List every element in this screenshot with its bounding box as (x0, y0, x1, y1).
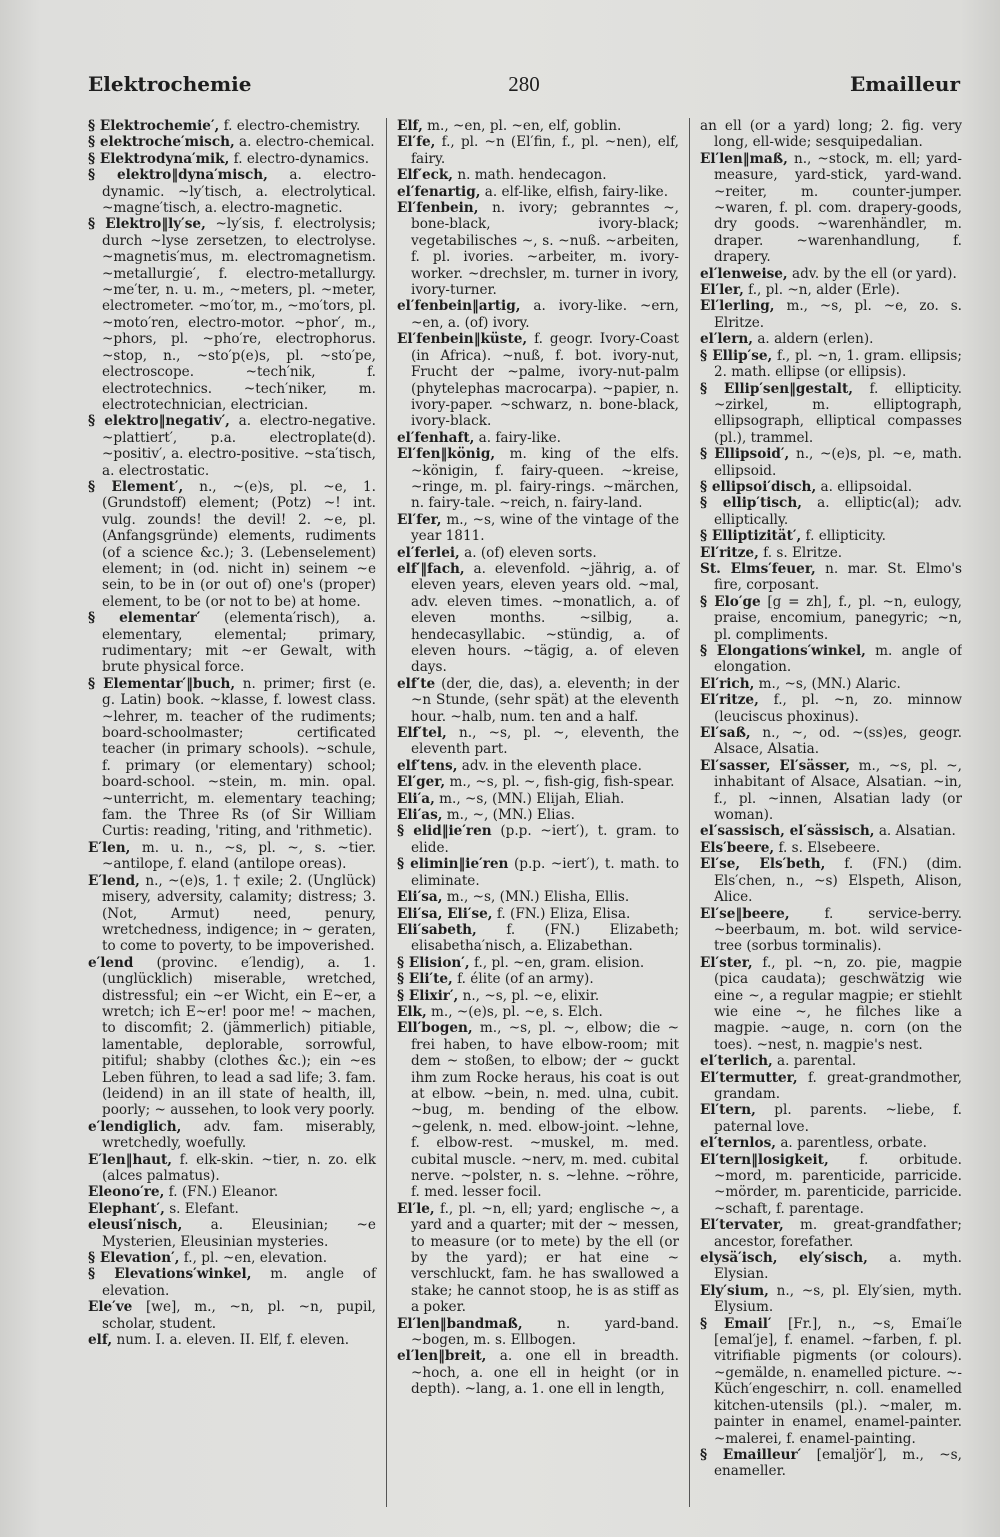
entry-headword: § Elektrodyna′mik, (88, 150, 230, 167)
entry-headword: § Elevation′, (88, 1250, 180, 1267)
entry-definition: [Fr.], n., ~s, Emai′le [emal′je], f. enamel. ~farben, f. pl. vitrifiable pigments (or colours). ~gemälde, n. enamelled picture. ~-Küch′engeschirr, n. coll. enamelled kitchen-utensils (pl.). ~maler, m. painter in enamel, enamel-painter. ~malerei, f. enamel-painting. (714, 1315, 962, 1447)
entry-headword: el′lern, (700, 331, 753, 348)
dictionary-entry (700, 955, 962, 1053)
entry-definition: a. electro-chemical. (239, 134, 375, 151)
dictionary-columns (88, 118, 962, 1507)
entry-headword: el′lenweise, (700, 265, 788, 282)
entry-definition: m., ~s, pl. ~, fish-gig, fish-spear. (449, 774, 675, 791)
entry-definition: m. king of the elfs. ~königin, f. fairy-queen. ~kreise, ~ringe, m. pl. fairy-rings. ~märchen, n. fairy-tale. ~reich, n. fairy-land. (411, 446, 679, 512)
dictionary-entry (700, 1447, 962, 1480)
entry-definition: m., ~, (MN.) Elias. (446, 807, 575, 824)
dictionary-entry (397, 1020, 679, 1200)
dictionary-entry (88, 955, 376, 1119)
dictionary-entry (700, 479, 962, 495)
entry-definition: f., pl. ~en, elevation. (183, 1250, 328, 1267)
entry-definition: f. s. Elritze. (763, 544, 843, 561)
entry-definition: a. one ell in breadth. ~hoch, a. one ell in height (or in depth). ~lang, a. 1. one ell in length, (411, 1348, 679, 1398)
dictionary-entry (397, 561, 679, 676)
entry-headword: El′lerling, (700, 298, 775, 315)
entry-definition: a. elliptic(al); adv. elliptically. (714, 495, 962, 528)
dictionary-entry (700, 495, 962, 528)
dictionary-entry (397, 889, 679, 905)
dictionary-entry (88, 134, 376, 150)
entry-headword: § ellip′tisch, (700, 495, 802, 512)
entry-definition: n., ~s, pl. ~, eleventh, the eleventh part. (411, 725, 679, 758)
entry-definition: (provinc. e′lendig), a. 1. (unglücklich) miserable, wretched, distressful; ein ~er Wicht, ein E~er, a wretch; ich E~er! poor me! ~ machen, to discomfit; 2. (jämmerlich) pitiable, lamentable, deplorable, sorrowful, pitiful; shabby (clothes &c.); ein ~es Leben führen, to lead a sad life; 3. fam. (leidend) in an ill state of health, ill, poorly; ~ aussehen, to look very poorly. (102, 954, 376, 1119)
entry-headword: Eleono′re, (88, 1184, 165, 1201)
dictionary-entry (88, 1217, 376, 1250)
entry-headword: Ele′ve (88, 1299, 133, 1316)
entry-headword: El′ritze, (700, 544, 759, 561)
entry-headword: El′fe, (397, 134, 436, 151)
entry-definition: s. Elefant. (169, 1200, 239, 1217)
entry-definition: [emaljör′], m., ~s, enameller. (714, 1446, 962, 1480)
dictionary-entry (397, 807, 679, 823)
dictionary-entry (397, 331, 679, 429)
entry-headword: eleusi′nisch, (88, 1217, 183, 1234)
entry-headword: El′fenbein, (397, 200, 479, 217)
entry-headword: Eli′as, (397, 807, 443, 824)
dictionary-entry (700, 118, 962, 151)
dictionary-entry (700, 692, 962, 725)
running-head-left: Elektrochemie (88, 72, 252, 96)
entry-definition: (p.p. ~iert′), t. math. to eliminate. (411, 856, 679, 889)
entry-headword: E′len‖haut, (88, 1151, 173, 1168)
dictionary-entry (397, 134, 679, 167)
entry-definition: an ell (or a yard) long; 2. fig. very long, ell-wide; sesquipedalian. (700, 118, 962, 151)
entry-definition: n., ~stock, m. ell; yard-measure, yard-stick, yard-wand. ~reiter, m. counter-jumper. ~waren, f. pl. com. drapery-goods, dry goods. ~warenhändler, m. draper. ~warenhandlung, f. drapery. (714, 150, 962, 266)
entry-definition: f. (FN.) Elizabeth; elisabetha′nisch, a. Elizabethan. (411, 921, 680, 955)
entry-headword: El′termutter, (700, 1069, 798, 1086)
dictionary-entry (700, 298, 962, 331)
entry-definition: a. ivory-like. ~ern, ~en, a. (of) ivory. (411, 298, 679, 331)
entry-headword: El′saß, (700, 725, 751, 742)
entry-headword: Elf′tel, (397, 725, 447, 742)
dictionary-entry (397, 446, 679, 512)
dictionary-entry (397, 758, 679, 774)
dictionary-entry (88, 413, 376, 479)
entry-definition: f. élite (of an army). (457, 971, 594, 988)
entry-definition: [we], m., ~n, pl. ~n, pupil, scholar, student. (102, 1299, 376, 1332)
entry-headword: El′ritze, (700, 692, 759, 709)
entry-headword: § Element′, (88, 478, 184, 495)
entry-headword: el′sassisch, el′sässisch, (700, 823, 875, 840)
dictionary-entry (397, 1004, 679, 1020)
entry-definition: f. electro-dynamics. (233, 150, 370, 167)
entry-definition: n., ~, od. ~(ss)es, geogr. Alsace, Alsatia. (714, 725, 962, 758)
entry-headword: § Elevations′winkel, (88, 1266, 252, 1283)
dictionary-entry (88, 840, 376, 873)
dictionary-entry (397, 725, 679, 758)
entry-definition: n. yard-band. ~bogen, m. s. Ellbogen. (411, 1315, 680, 1349)
column-3 (689, 118, 962, 1507)
entry-definition: a. Eleusinian; ~e Mysterien, Eleusinian mysteries. (102, 1217, 376, 1250)
entry-headword: Elk, (397, 1003, 427, 1020)
page-number: 280 (508, 72, 540, 96)
dictionary-entry (700, 528, 962, 544)
dictionary-entry (700, 1102, 962, 1135)
entry-definition: a. aldern (erlen). (757, 331, 874, 348)
dictionary-entry (397, 906, 679, 922)
entry-headword: § elektro‖negativ′, (88, 413, 230, 430)
entry-definition: adv. in the eleventh place. (461, 757, 642, 774)
entry-definition: n., ~(e)s, 1. † exile; 2. (Unglück) misery, adversity, calamity; distress; 3. (Not, Armut) need, penury, wretchedness, indigence; in ~ geraten, to come to poverty, to be impoverished. (102, 872, 376, 955)
entry-definition: f. ellipticity. ~zirkel, m. elliptograph, ellipsograph, elliptical compasses (pl.), trammel. (714, 380, 962, 446)
entry-headword: Eli′a, (397, 790, 435, 807)
entry-definition: num. I. a. eleven. II. Elf, f. eleven. (116, 1332, 350, 1349)
dictionary-entry (88, 479, 376, 610)
entry-definition: m., ~s, (MN.) Alaric. (758, 675, 901, 692)
entry-definition: [g = zh], f., pl. ~n, eulogy, praise, encomium, panegyric; ~n, pl. compliments. (714, 593, 962, 643)
running-head-right: Emailleur (850, 72, 960, 96)
dictionary-entry (700, 1135, 962, 1151)
entry-definition: n., ~(e)s, pl. ~e, math. ellipsoid. (714, 446, 962, 479)
entry-definition: a. myth. Elysian. (714, 1250, 962, 1283)
entry-definition: f., pl. ~n, ell; yard; englische ~, a yard and a quarter; mit der ~ messen, to measure (or to mete) by the ell (or by the yard); er hat eine ~ verschluckt, fam. he has swallowed a stake; he cannot stoop, he is as stiff as a poker. (411, 1200, 680, 1316)
entry-headword: § Elixir′, (397, 987, 459, 1004)
entry-definition: adv. by the ell (or yard). (791, 265, 957, 282)
entry-definition: n. mar. St. Elmo's fire, corposant. (714, 560, 962, 594)
dictionary-entry (700, 1316, 962, 1447)
dictionary-entry (700, 856, 962, 905)
entry-headword: el′fenhaft, (397, 429, 475, 446)
entry-headword: El′tern‖losigkeit, (700, 1151, 829, 1168)
dictionary-entry (88, 1119, 376, 1152)
dictionary-entry (700, 758, 962, 824)
dictionary-entry (700, 725, 962, 758)
entry-headword: § Elektrochemie′, (88, 118, 220, 134)
dictionary-entry (700, 331, 962, 347)
dictionary-entry (397, 298, 679, 331)
entry-headword: el′terlich, (700, 1053, 773, 1070)
entry-headword: elf, (88, 1332, 113, 1349)
entry-headword: el′len‖breit, (397, 1348, 487, 1365)
entry-headword: el′fenartig, (397, 183, 481, 200)
entry-headword: § Ellip′sen‖gestalt, (700, 380, 853, 397)
entry-definition: n., ~s, pl. ~e, elixir. (462, 987, 600, 1004)
dictionary-entry (397, 955, 679, 971)
entry-headword: § Elementar′‖buch, (88, 675, 236, 692)
entry-headword: § Elision′, (397, 954, 470, 971)
entry-definition: f., pl. ~en, gram. elision. (473, 954, 645, 971)
entry-definition: m. great-grandfather; ancestor, forefather. (714, 1217, 962, 1250)
dictionary-entry (397, 430, 679, 446)
entry-headword: Elf′eck, (397, 167, 454, 184)
dictionary-entry (88, 167, 376, 216)
entry-definition: (elementa′risch), a. elementary, elemental; primary, rudimentary; mit ~er Gewalt, with brute physical force. (102, 610, 376, 676)
entry-definition: f., pl. ~n, 1. gram. ellipsis; 2. math. ellipse (or ellipsis). (714, 347, 962, 381)
dictionary-entry (700, 840, 962, 856)
entry-definition: m. angle of elongation. (714, 643, 962, 676)
dictionary-entry (700, 643, 962, 676)
dictionary-entry (88, 610, 376, 676)
dictionary-entry (397, 856, 679, 889)
dictionary-entry (700, 1152, 962, 1218)
entry-headword: Els′beere, (700, 839, 775, 856)
entry-definition: f. elk-skin. ~tier, n. zo. elk (alces palmatus). (102, 1151, 376, 1184)
dictionary-entry (700, 446, 962, 479)
entry-headword: El′rich, (700, 675, 755, 692)
dictionary-entry (397, 1348, 679, 1397)
entry-definition: f. geogr. Ivory-Coast (in Africa). ~nuß, f. bot. ivory-nut, Frucht der ~palme, ivory-nut-palm (phytelephas macrocarpa). ~papier, n. ivory-paper. ~schwarz, n. bone-black, ivory-black. (411, 331, 679, 430)
entry-definition: f., pl. ~n, zo. pie, magpie (pica caudata); geschwätzig wie eine ~, a regular magpie; er stiehlt wie eine ~, he filches like a magpie. ~auge, n. corn (on the toes). ~nest, n. magpie's nest. (714, 954, 962, 1053)
dictionary-entry (397, 118, 679, 134)
entry-headword: § elementar′ (88, 610, 201, 627)
entry-definition: ~ly′sis, f. electrolysis; durch ~lyse zersetzen, to electrolyse. ~magnetis′mus, m. electromagnetism. ~metallurgie′, f. electro-metallurgy. ~me′ter, n. u. m., ~meters, pl. ~meter, electrometer. ~mo′tor, m., ~mo′tors, pl. ~moto′ren, electro-motor. ~phor′, m., ~phors, pl. ~pho′re, electrophorus. ~stop, n., ~sto′p(e)s, pl. ~sto′pe, electroscope. ~tech′nik, f. electrotechnics. ~tech′niker, m. electrotechnician, electrician. (102, 216, 376, 413)
dictionary-entry (397, 791, 679, 807)
entry-headword: El′sasser, El′sässer, (700, 757, 850, 774)
entry-definition: m., ~s, pl. ~, elbow; die ~ frei haben, to have elbow-room; mit dem ~ stoßen, to elbow; der ~ guckt ihm zum Rocke heraus, his coat is out at elbow. ~bein, n. med. ulna, cubit. ~bug, m. bending of the elbow. ~gelenk, n. med. elbow-joint. ~lehne, f. elbow-rest. ~muskel, m. med. cubital muscle. ~nerv, m. med. cubital nerve. ~polster, n. s. ~lehne. ~röhre, f. med. lesser focil. (411, 1020, 679, 1201)
dictionary-entry (397, 922, 679, 955)
entry-definition: n. ivory; gebranntes ~, bone-black, ivory-black; vegetabilisches ~, s. ~nuß. ~arbeiten, f. pl. ivories. ~arbeiter, m. ivory-worker. ~drechsler, m. turner in ivory, ivory-turner. (411, 200, 680, 299)
entry-headword: Eli′sa, (397, 889, 443, 906)
dictionary-entry (88, 676, 376, 840)
dictionary-entry (397, 167, 679, 183)
dictionary-entry (397, 184, 679, 200)
dictionary-entry (700, 594, 962, 643)
entry-definition: f. great-grandmother, grandam. (714, 1069, 962, 1102)
dictionary-entry (88, 1266, 376, 1299)
entry-headword: § Email′ (700, 1315, 772, 1332)
entry-headword: § ellipsoi′disch, (700, 478, 817, 495)
dictionary-entry (700, 1070, 962, 1103)
dictionary-entry (700, 823, 962, 839)
entry-headword: el′ferlei, (397, 544, 460, 561)
entry-definition: (der, die, das), a. eleventh; in der ~n Stunde, (sehr spät) at the eleventh hour. ~halb, num. ten and a half. (411, 675, 679, 725)
entry-headword: El′ger, (397, 774, 446, 791)
entry-definition: a. fairy-like. (478, 429, 561, 446)
entry-headword: Elephant′, (88, 1200, 165, 1217)
dictionary-entry (700, 381, 962, 447)
dictionary-entry (397, 200, 679, 298)
entry-definition: f. s. Elsebeere. (778, 839, 881, 856)
entry-headword: e′lend (88, 954, 134, 971)
entry-definition: adv. fam. miserably, wretchedly, woefully. (102, 1118, 376, 1152)
entry-definition: m., ~s, wine of the vintage of the year 1811. (411, 511, 679, 545)
entry-headword: El′ster, (700, 954, 753, 971)
dictionary-entry (700, 1217, 962, 1250)
entry-headword: El′se, Els′beth, (700, 856, 826, 873)
entry-headword: El′fenbein‖küste, (397, 331, 528, 348)
dictionary-entry (88, 1299, 376, 1332)
dictionary-entry (397, 545, 679, 561)
dictionary-entry (88, 873, 376, 955)
entry-headword: El′len‖maß, (700, 150, 788, 167)
entry-definition: a. electro-dynamic. ~ly′tisch, a. electrolytical. ~magne′tisch, a. electro-magnetic. (102, 167, 376, 217)
entry-definition: f., pl. ~n, alder (Erle). (748, 282, 900, 299)
entry-definition: a. parental. (777, 1053, 857, 1070)
entry-definition: f. ellipticity. (805, 528, 886, 545)
dictionary-entry (397, 823, 679, 856)
dictionary-entry (700, 348, 962, 381)
column-2 (386, 118, 689, 1507)
entry-headword: El′fen‖könig, (397, 446, 496, 463)
entry-headword: § Elo′ge (700, 593, 761, 610)
entry-headword: el′ternlos, (700, 1135, 776, 1152)
entry-definition: a. Alsatian. (878, 823, 956, 840)
entry-definition: m. u. n., ~s, pl. ~, s. ~tier. ~antilope, f. eland (antilope oreas). (102, 839, 376, 873)
entry-headword: § Eli′te, (397, 971, 453, 988)
entry-definition: a. elf-like, elfish, fairy-like. (484, 183, 669, 200)
dictionary-entry (88, 1201, 376, 1217)
dictionary-entry (397, 988, 679, 1004)
entry-definition: pl. parents. ~liebe, f. paternal love. (714, 1102, 962, 1135)
dictionary-entry (700, 266, 962, 282)
dictionary-entry (397, 1201, 679, 1316)
dictionary-entry (88, 1184, 376, 1200)
entry-headword: § Elliptizität′, (700, 528, 802, 545)
entry-headword: § Elongations′winkel, (700, 643, 866, 659)
dictionary-entry (88, 118, 376, 134)
entry-headword: Ell′bogen, (397, 1020, 473, 1037)
entry-headword: § elektroche′misch, (88, 134, 235, 151)
dictionary-entry (397, 1316, 679, 1349)
entry-headword: e′lendiglich, (88, 1118, 182, 1135)
entry-definition: a. ellipsoidal. (820, 478, 913, 495)
entry-definition: n., ~(e)s, pl. ~e, 1. (Grundstoff) element; (Potz) ~! int. vulg. zounds! the devil! 2. ~e, pl. (Anfangsgründe) elements, rudiments (of a science &c.); 3. (Lebenselement) element; in (od. nicht in) seinem ~e sein, to be in (or out of) one's (proper) element, to be (or not to be) at home. (102, 478, 376, 610)
entry-headword: El′le, (397, 1200, 435, 1217)
entry-headword: Eli′sa, Eli′se, (397, 905, 493, 922)
entry-headword: § Ellipsoid′, (700, 446, 790, 463)
dictionary-entry (88, 1250, 376, 1266)
entry-definition: m. angle of elevation. (102, 1266, 376, 1299)
entry-definition: n. math. hendecagon. (457, 167, 607, 184)
dictionary-entry (88, 151, 376, 167)
entry-definition: f. electro-chemistry. (223, 118, 361, 134)
entry-definition: n., ~s, pl. Ely′sien, myth. Elysium. (714, 1282, 962, 1316)
entry-definition: a. parentless, orbate. (780, 1135, 927, 1152)
dictionary-entry (397, 971, 679, 987)
dictionary-entry (397, 774, 679, 790)
entry-definition: f. service-berry. ~beerbaum, m. bot. wild service-tree (sorbus torminalis). (714, 905, 962, 955)
dictionary-entry (700, 676, 962, 692)
dictionary-entry (700, 561, 962, 594)
entry-headword: § Ellip′se, (700, 347, 773, 364)
entry-headword: St. Elms′feuer, (700, 560, 816, 577)
entry-definition: f. (FN.) Eleanor. (168, 1184, 279, 1201)
entry-definition: f. orbitude. ~mord, m. parenticide, parricide. ~mörder, m. parenticide, parricide. ~schaft, f. parentage. (714, 1151, 962, 1217)
entry-definition: a. (of) eleven sorts. (464, 544, 597, 561)
entry-definition: n. primer; first (e. g. Latin) book. ~klasse, f. lowest class. ~lehrer, m. teacher of the rudiments; board-schoolmaster; certificated teacher (in primary schools). ~schule, f. primary (or elementary) school; board-school. ~stein, m. min. opal. ~unterricht, m. elementary teaching; fam. the Three Rs (of Sir William Curtis: reading, 'riting, and 'rithmetic). (102, 675, 376, 840)
entry-headword: § Emailleur′ (700, 1446, 802, 1463)
entry-headword: E′len, (88, 839, 131, 856)
entry-definition: m., ~s, pl. ~e, zo. s. Elritze. (714, 298, 962, 331)
dictionary-entry (700, 1283, 962, 1316)
dictionary-entry (700, 151, 962, 266)
entry-headword: Eli′sabeth, (397, 921, 477, 938)
dictionary-entry (88, 1152, 376, 1185)
entry-headword: Elf, (397, 118, 423, 134)
dictionary-entry (700, 906, 962, 955)
entry-definition: m., ~en, pl. ~en, elf, goblin. (427, 118, 622, 134)
dictionary-entry (88, 216, 376, 413)
entry-headword: § elimin‖ie′ren (397, 856, 509, 873)
entry-headword: El′tern, (700, 1102, 756, 1119)
entry-definition: m., ~s, pl. ~, inhabitant of Alsace, Alsatian. ~in, f., pl. ~innen, Alsatian lady (or woman). (714, 757, 962, 824)
column-1 (88, 118, 386, 1507)
entry-headword: El′fer, (397, 511, 442, 528)
entry-headword: elf′‖fach, (397, 560, 465, 577)
entry-headword: El′len‖bandmaß, (397, 1315, 523, 1332)
entry-definition: f., pl. ~n (El′fin, f., pl. ~nen), elf, fairy. (411, 134, 679, 167)
dictionary-entry (700, 1250, 962, 1283)
entry-headword: el′fenbein‖artig, (397, 298, 521, 315)
page-header (88, 72, 960, 102)
entry-definition: m., ~(e)s, pl. ~e, s. Elch. (431, 1003, 603, 1020)
entry-definition: a. electro-negative. ~plattiert′, p.a. electroplate(d). ~positiv′, a. electro-positive. ~sta′tisch, a. electrostatic. (102, 413, 377, 479)
entry-headword: El′se‖beere, (700, 905, 790, 922)
entry-definition: m., ~s, (MN.) Elisha, Ellis. (446, 889, 630, 906)
entry-headword: El′ler, (700, 282, 744, 299)
entry-headword: elf′te (397, 675, 436, 692)
dictionary-entry (397, 512, 679, 545)
entry-headword: § Elektro‖ly′se, (88, 216, 206, 233)
dictionary-entry (397, 676, 679, 725)
entry-headword: elysä′isch, ely′sisch, (700, 1250, 868, 1267)
entry-headword: Ely′sium, (700, 1282, 769, 1299)
entry-headword: El′tervater, (700, 1217, 784, 1234)
entry-headword: § elid‖ie′ren (397, 823, 492, 840)
dictionary-entry (700, 545, 962, 561)
entry-definition: (p.p. ~iert′), t. gram. to elide. (411, 823, 679, 856)
entry-definition: f. (FN.) Eliza, Elisa. (496, 905, 631, 922)
dictionary-entry (700, 1053, 962, 1069)
entry-definition: f., pl. ~n, zo. minnow (leuciscus phoxinus). (714, 692, 962, 725)
entry-headword: elf′tens, (397, 757, 458, 774)
dictionary-entry (700, 282, 962, 298)
entry-headword: § elektro‖dyna′misch, (88, 167, 268, 184)
entry-definition: f. (FN.) (dim. Els′chen, n., ~s) Elspeth, Alison, Alice. (714, 856, 962, 906)
dictionary-entry (88, 1332, 376, 1348)
entry-definition: a. elevenfold. ~jährig, a. of eleven years, eleven years old. ~mal, adv. eleven times. ~monatlich, a. of eleven months. ~silbig, a. hendecasyllabic. ~stündig, a. of eleven hours. ~tägig, a. of eleven days. (411, 560, 679, 676)
entry-definition: m., ~s, (MN.) Elijah, Eliah. (439, 790, 625, 807)
entry-headword: E′lend, (88, 872, 140, 889)
